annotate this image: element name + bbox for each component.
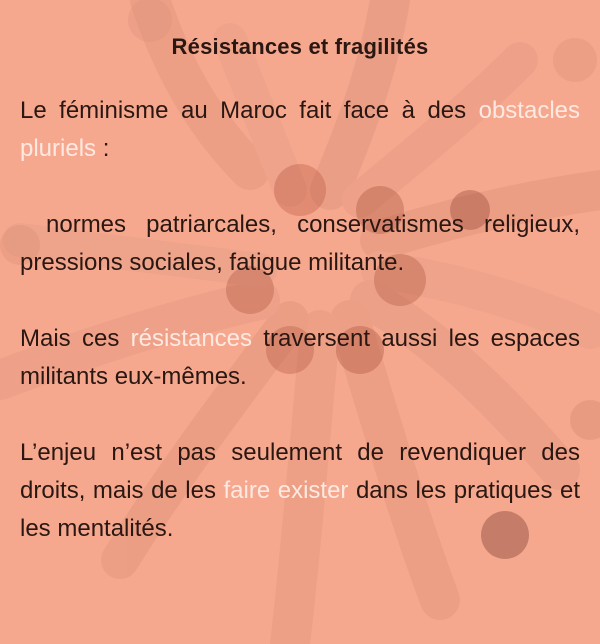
highlight-obstacles: obstacles pluriels xyxy=(20,97,580,162)
paragraph-enjeu xyxy=(20,434,580,548)
text-run: Mais ces xyxy=(20,325,131,352)
slide-title: Résistances et fragilités xyxy=(171,34,429,59)
highlight-resistances: résistances xyxy=(130,325,253,352)
paragraph-resistances xyxy=(20,320,580,396)
paragraph-list: normes patriarcales, conservatismes religieux, pressions sociales, fatigue militante. xyxy=(20,211,580,276)
text-run: : xyxy=(96,135,110,162)
paragraph-obstacles xyxy=(20,92,580,168)
text-run: Le féminisme au Maroc fait face à des xyxy=(20,97,479,124)
text-run: dans les pratiques et les mentalités. xyxy=(20,477,580,542)
highlight-faire-exister: faire exister xyxy=(223,477,349,504)
text-run: traversent aussi les espaces militants eux-mêmes. xyxy=(20,325,581,390)
text-content xyxy=(20,0,580,548)
text-run: L’enjeu n’est pas seulement de revendiquer des droits, mais de les xyxy=(20,439,580,504)
